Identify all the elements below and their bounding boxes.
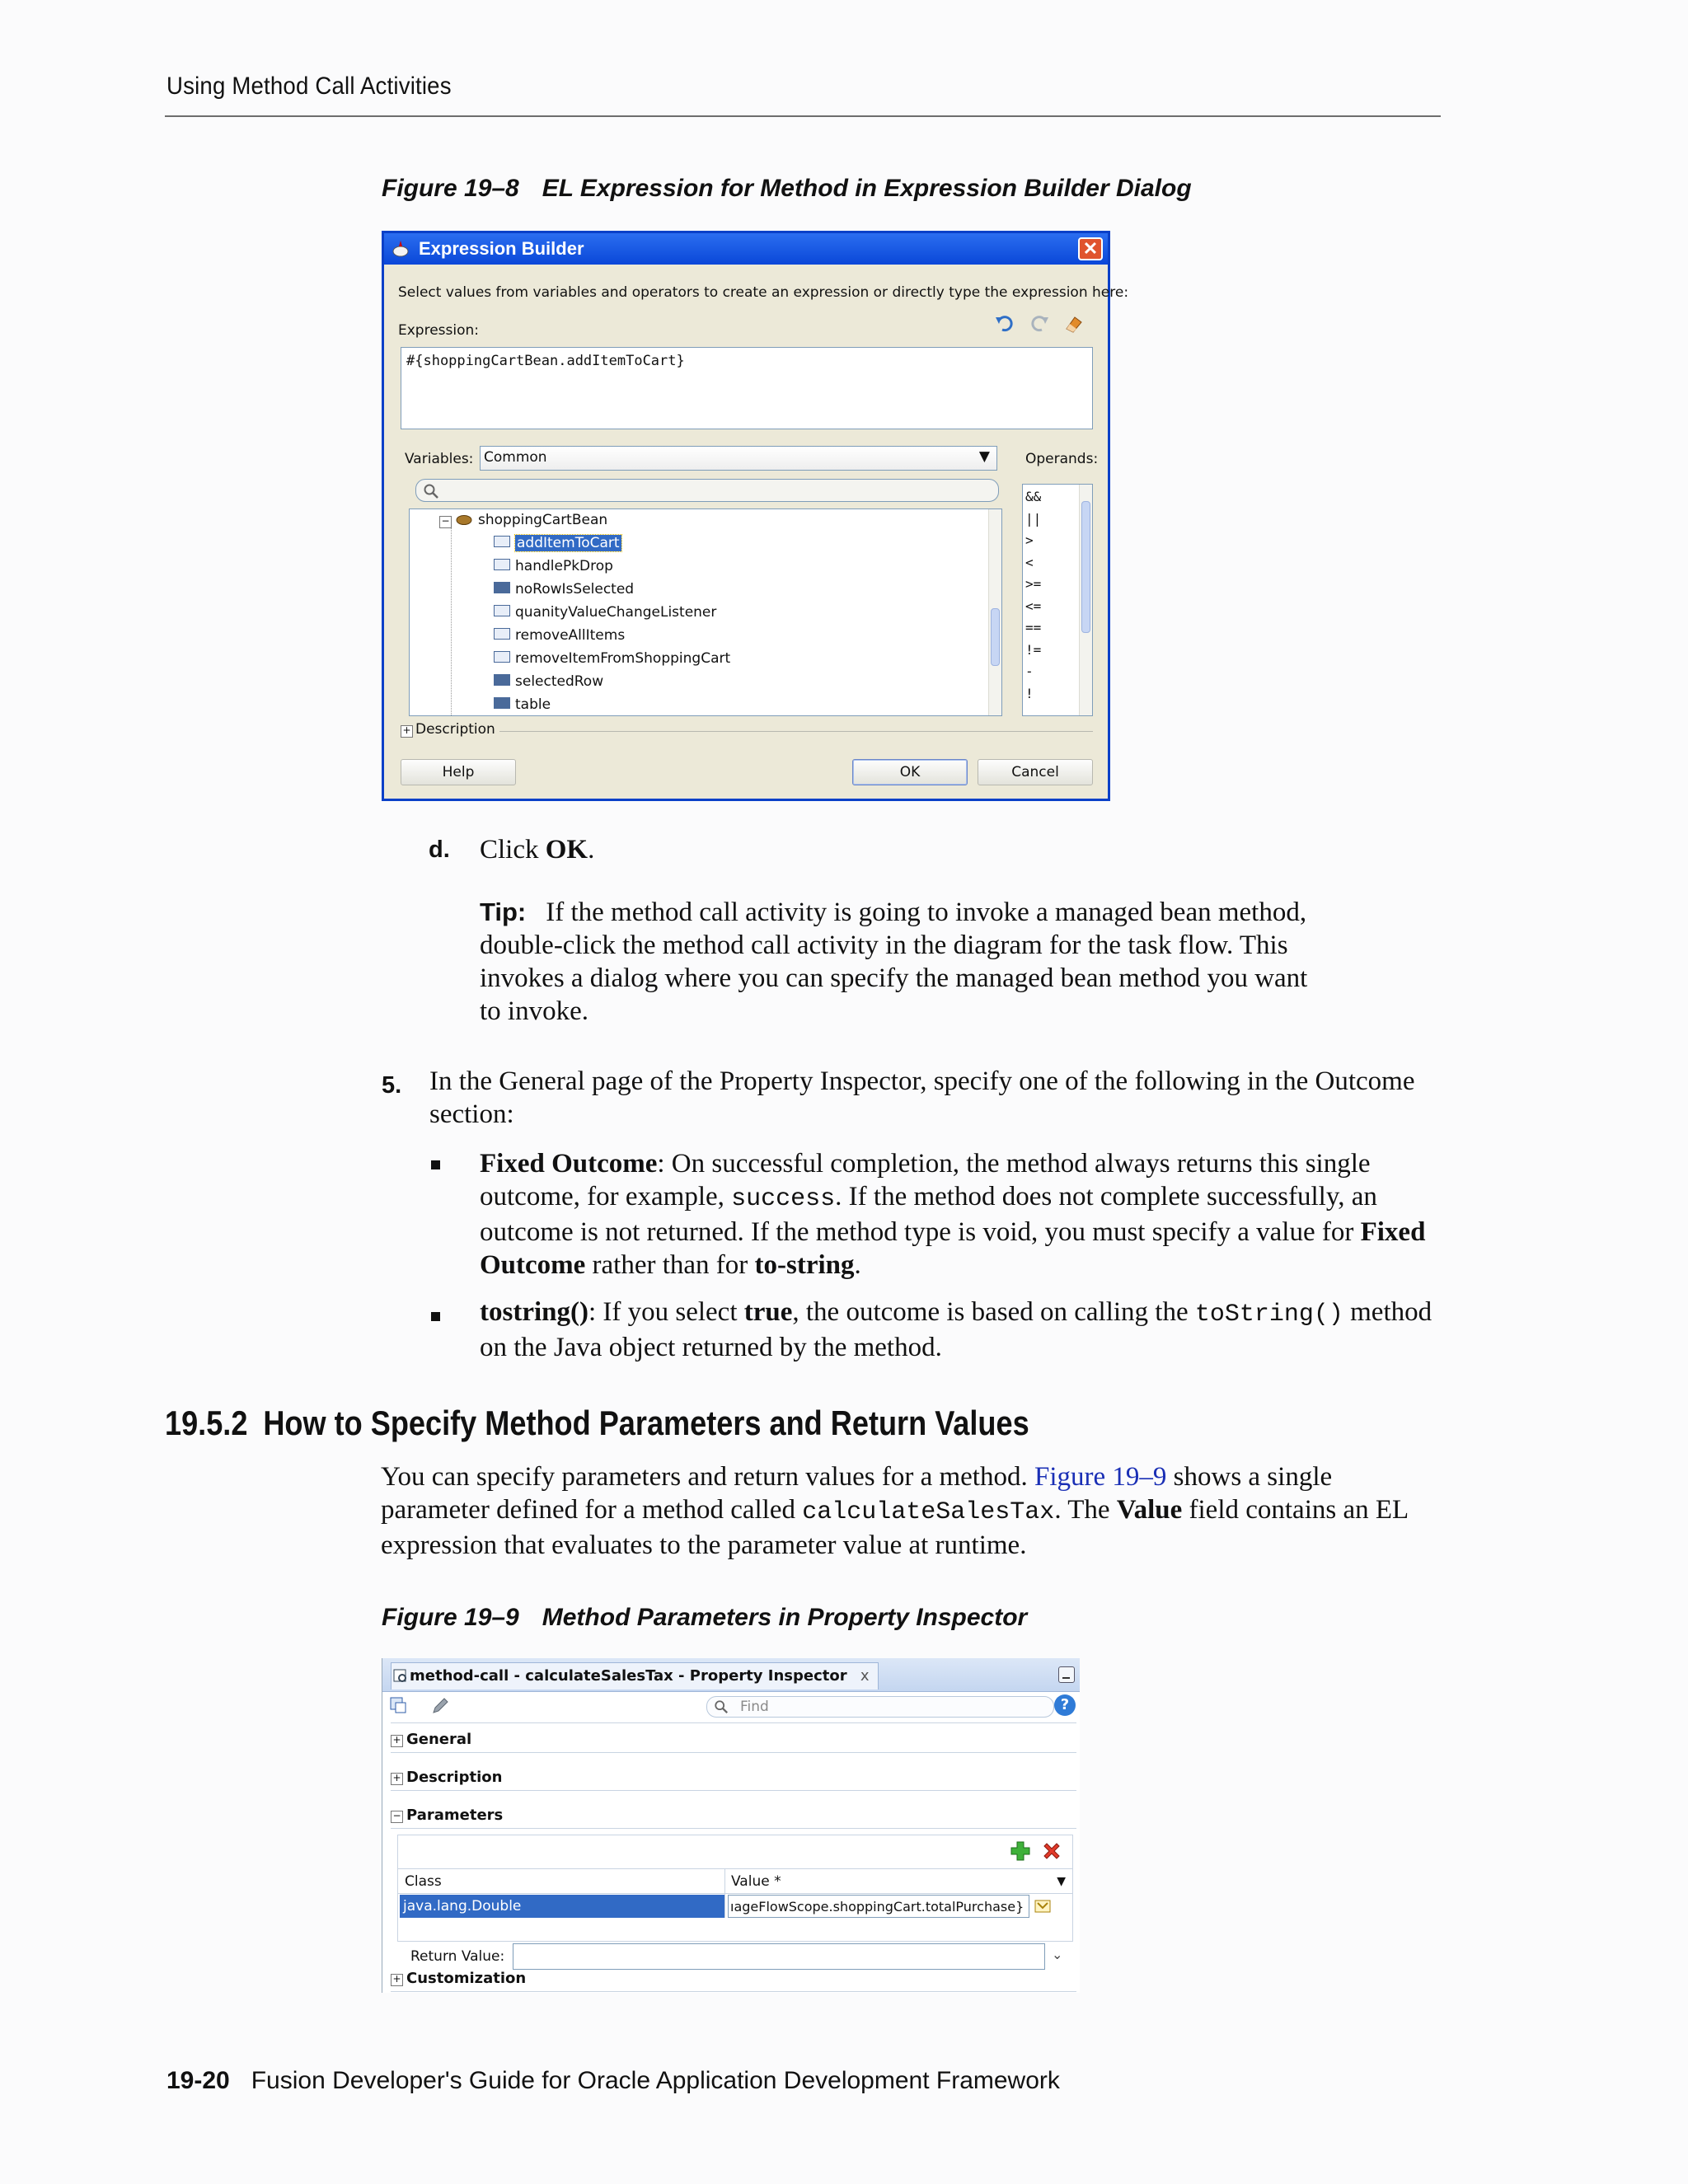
operands-scrollbar[interactable] (1079, 485, 1092, 715)
tree-item[interactable] (494, 555, 613, 578)
step-d-after: . (588, 835, 595, 865)
operands-scroll-thumb[interactable] (1081, 501, 1090, 633)
expression-label: Expression: (398, 322, 480, 339)
para-text: You can specify parameters and return values for a method. (381, 1462, 1034, 1492)
figure-title: Method Parameters in Property Inspector (542, 1604, 1028, 1631)
description-toggle[interactable] (401, 721, 495, 738)
section-divider (391, 1991, 1076, 1992)
operand-item[interactable]: >= (1025, 576, 1042, 592)
figure-number: Figure 19–9 (382, 1604, 519, 1631)
figure-number: Figure 19–8 (382, 175, 519, 202)
bullet-term: tostring() (480, 1297, 588, 1327)
operand-item[interactable]: == (1025, 620, 1042, 635)
tree-item-label: selectedRow (515, 673, 604, 690)
method-icon (494, 559, 510, 570)
panel-tab-strip (382, 1658, 1080, 1692)
operand-item[interactable]: && (1025, 489, 1042, 504)
figure-caption-19-8 (382, 175, 1192, 203)
section-parameters[interactable] (391, 1807, 503, 1824)
step-5-text: In the General page of the Property Inspector, specify one of the following in the Outcome section: (429, 1066, 1415, 1129)
method-icon (494, 651, 510, 663)
step-d-text (480, 833, 594, 866)
tree-item[interactable] (494, 578, 634, 601)
tree-item-label: removeItemFromShoppingCart (515, 650, 731, 667)
panel-tab[interactable] (391, 1662, 879, 1690)
property-inspector-icon (393, 1669, 408, 1684)
section-label: Parameters (406, 1807, 504, 1824)
tree-item-label: table (515, 696, 551, 713)
operand-item[interactable]: <= (1025, 598, 1042, 614)
tree-scrollbar[interactable] (988, 509, 1001, 715)
section-divider (391, 1790, 1076, 1791)
method-icon (494, 628, 510, 640)
expression-input[interactable]: #{shoppingCartBean.addItemToCart} (401, 347, 1093, 429)
expand-icon: + (391, 1735, 403, 1747)
section-divider (391, 1828, 1076, 1829)
cancel-button[interactable]: Cancel (978, 759, 1093, 785)
help-icon[interactable]: ? (1054, 1694, 1076, 1716)
collapse-icon: − (391, 1811, 403, 1823)
search-icon (423, 483, 439, 499)
chevron-down-icon: ▼ (978, 448, 990, 465)
bullet-text: rather than for (585, 1250, 755, 1280)
tree-item[interactable] (494, 601, 716, 624)
method-icon (494, 536, 510, 547)
ok-button[interactable]: OK (852, 759, 968, 785)
tree-item-label: addItemToCart (517, 535, 620, 551)
section-number: 19.5.2 (165, 1404, 248, 1442)
section-label: Description (406, 1769, 503, 1786)
tip-label: Tip: (480, 898, 527, 926)
expand-icon: + (391, 1773, 403, 1785)
bullet-text: : If you select (588, 1297, 744, 1327)
operands-list[interactable] (1022, 484, 1093, 716)
column-header-class[interactable]: Class (405, 1873, 442, 1890)
redo-icon[interactable] (1029, 312, 1050, 334)
dialog-titlebar (384, 233, 1108, 265)
delete-parameter-icon[interactable] (1041, 1840, 1062, 1862)
expression-builder-dialog (382, 231, 1129, 801)
param-value-input[interactable]: ıageFlowScope.shoppingCart.totalPurchase} (728, 1895, 1029, 1918)
panel-tab-title: method-call - calculateSalesTax - Property Inspector (410, 1667, 847, 1685)
operands-label: Operands: (1025, 451, 1099, 467)
parameters-table (397, 1835, 1073, 1942)
edit-pencil-icon[interactable] (430, 1696, 450, 1716)
tree-item-label: quanityValueChangeListener (515, 604, 717, 621)
tree-item[interactable] (494, 670, 603, 693)
figure-link[interactable]: Figure 19–9 (1034, 1462, 1167, 1492)
chevron-down-icon[interactable]: ⌄ (1052, 1947, 1063, 1962)
bullet-text: , the outcome is based on calling the (792, 1297, 1195, 1327)
find-placeholder: Find (740, 1699, 769, 1715)
section-heading (165, 1404, 1029, 1443)
undo-icon[interactable] (994, 312, 1015, 334)
help-button[interactable]: Help (401, 759, 516, 785)
bullet-bold: Fixed Outcome (480, 1217, 1426, 1280)
variable-icon (494, 697, 510, 709)
bean-icon (455, 513, 473, 527)
step-d-bold: OK (545, 835, 588, 865)
method-icon (494, 605, 510, 616)
variables-label: Variables: (405, 451, 474, 467)
bullet-bold: to-string (754, 1250, 855, 1280)
page-footer (166, 2067, 1060, 2095)
operand-item[interactable]: - (1025, 663, 1034, 679)
operand-item[interactable]: ! (1025, 685, 1034, 701)
section-label: General (406, 1731, 472, 1748)
column-header-value[interactable]: Value * (731, 1873, 781, 1890)
find-input[interactable] (706, 1696, 1054, 1718)
figure-title: EL Expression for Method in Expression Builder Dialog (542, 175, 1192, 202)
tree-item[interactable] (494, 647, 730, 670)
bullet-marker (431, 1160, 440, 1169)
return-value-input[interactable] (513, 1943, 1045, 1970)
bullet-tostring (480, 1296, 1436, 1364)
tree-item[interactable] (494, 624, 625, 647)
para-code: calculateSalesTax (802, 1498, 1055, 1526)
tip-text: If the method call activity is going to invoke a managed bean method, double-click the method call activity in the diagram for the task flow. This invokes a dialog where you can specify the managed bean method you want to invoke. (480, 898, 1308, 1026)
tree-item-label: removeAllItems (515, 627, 626, 644)
bullet-marker (431, 1312, 440, 1321)
clear-eraser-icon[interactable] (1063, 312, 1085, 334)
search-icon (714, 1699, 729, 1714)
return-value-label: Return Value: (410, 1948, 505, 1965)
variables-search-input[interactable] (415, 479, 999, 502)
tree-item[interactable] (494, 532, 621, 555)
section-paragraph (381, 1460, 1428, 1562)
para-text: . The (1054, 1495, 1117, 1525)
operand-item[interactable]: > (1025, 532, 1034, 548)
section-label: Customization (406, 1970, 527, 1987)
para-text: shows a single parameter defined for a method called (381, 1462, 1333, 1525)
minimize-icon[interactable] (1058, 1666, 1075, 1683)
bullet-code: toString() (1194, 1301, 1343, 1329)
section-divider (391, 1752, 1076, 1753)
close-button[interactable]: ✕ (1078, 237, 1103, 260)
dialog-instruction: Select values from variables and operators to create an expression or directly type the expression here: (398, 284, 1129, 301)
collapse-icon[interactable]: − (439, 516, 452, 528)
header-rule (165, 115, 1441, 117)
expand-icon: + (401, 725, 413, 738)
bullet-text: . If the method does not complete successfully, an outcome is not returned. If the method type is void, you must specify a value for (480, 1182, 1377, 1247)
property-inspector-panel (382, 1658, 1080, 1993)
tab-close-icon[interactable]: x (860, 1667, 870, 1685)
step-5-label: 5. (382, 1072, 402, 1099)
bullet-term: Fixed Outcome (480, 1149, 658, 1179)
expression-picker-icon[interactable] (1034, 1900, 1051, 1913)
tip-block (480, 896, 1325, 1028)
add-parameter-icon[interactable] (1010, 1840, 1031, 1862)
page-number: 19-20 (166, 2067, 230, 2094)
variables-select[interactable] (480, 446, 997, 471)
tree-item-label: handlePkDrop (515, 558, 613, 574)
variables-selected-value: Common (484, 449, 547, 466)
step-d-before: Click (480, 835, 546, 865)
expression-builder-icon (391, 239, 410, 259)
bullet-fixed-outcome (480, 1147, 1432, 1282)
bullet-text: : On successful completion, the method always returns this single outcome, for example, (480, 1149, 1371, 1212)
variable-icon (494, 674, 510, 686)
section-customization[interactable] (391, 1970, 526, 1987)
structure-icon[interactable] (389, 1696, 409, 1716)
expand-icon: + (391, 1974, 403, 1986)
tree-guide (451, 518, 452, 715)
operand-item[interactable]: || (1025, 510, 1042, 527)
param-class-cell[interactable]: java.lang.Double (400, 1895, 724, 1918)
para-bold: Value (1116, 1495, 1183, 1525)
running-head: Using Method Call Activities (166, 73, 452, 100)
section-title: How to Specify Method Parameters and Return Values (263, 1404, 1029, 1442)
dialog-title: Expression Builder (419, 238, 584, 259)
operand-item[interactable]: < (1025, 554, 1034, 570)
operand-item[interactable]: != (1025, 641, 1042, 658)
footer-title: Fusion Developer's Guide for Oracle Application Development Framework (251, 2067, 1060, 2094)
step-d-label: d. (429, 837, 450, 863)
para-text: field contains an EL expression that evaluates to the parameter value at runtime. (381, 1495, 1408, 1560)
tree-root-label: shoppingCartBean (478, 512, 608, 528)
bullet-text: method on the Java object returned by the method. (480, 1297, 1432, 1362)
tree-item[interactable] (494, 693, 551, 716)
tree-item-label: noRowIsSelected (515, 581, 635, 598)
variables-tree[interactable] (409, 509, 1002, 716)
tree-scroll-thumb[interactable] (991, 608, 1000, 666)
section-description[interactable] (391, 1769, 502, 1786)
bullet-code: success (731, 1185, 836, 1213)
bullet-text: . (854, 1250, 861, 1280)
tree-node-root[interactable] (439, 509, 607, 532)
toolbar-divider (391, 1722, 1076, 1723)
description-label: Description (415, 721, 495, 738)
section-general[interactable] (391, 1731, 471, 1748)
figure-caption-19-9 (382, 1604, 1027, 1632)
column-dropdown-icon[interactable]: ▼ (1057, 1875, 1066, 1888)
description-divider (499, 731, 1093, 732)
variable-icon (494, 582, 510, 593)
bullet-bold: true (743, 1297, 793, 1327)
